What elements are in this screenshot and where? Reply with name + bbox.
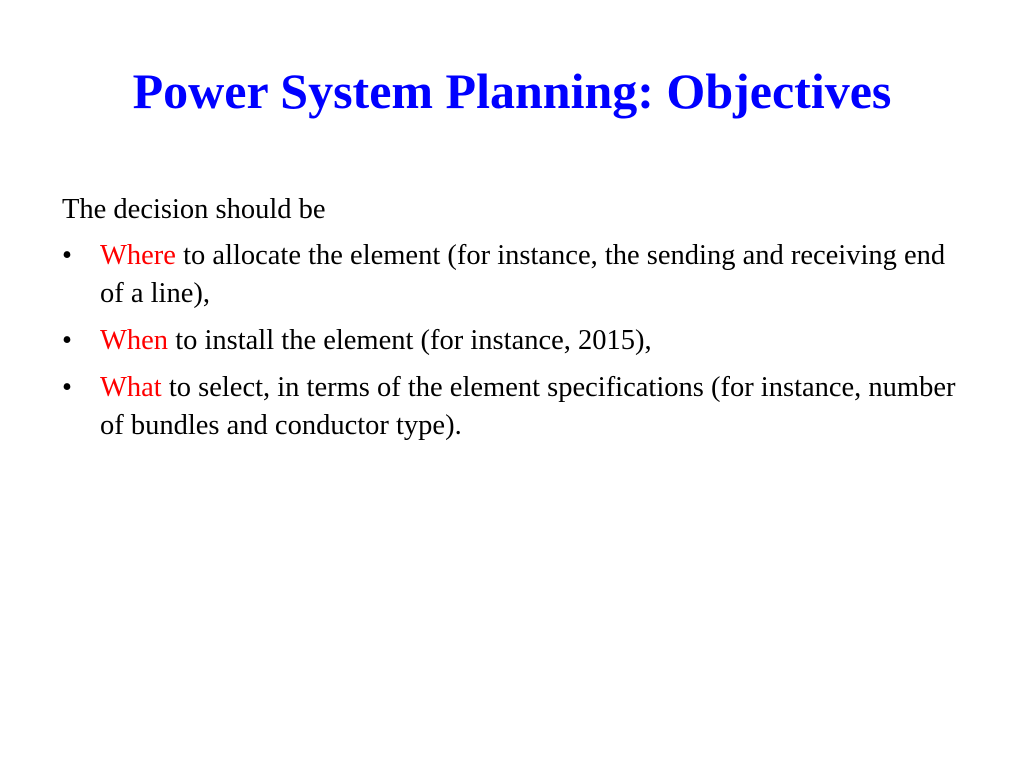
slide-title: Power System Planning: Objectives: [132, 63, 892, 119]
intro-text: The decision should be: [62, 194, 326, 225]
bullet-text: to install the element (for instance, 2015),: [168, 325, 652, 356]
bullet-icon: •: [62, 372, 72, 403]
bullet-icon: •: [62, 240, 72, 271]
bullet-keyword: Where: [100, 240, 176, 271]
bullet-text: to allocate the element (for instance, the sending and receiving end of a line),: [100, 240, 946, 309]
bullet-item-where: [62, 237, 962, 313]
bullet-item-what: [62, 369, 962, 445]
bullet-list: [62, 237, 962, 445]
slide-body: [62, 191, 962, 454]
bullet-icon: •: [62, 325, 72, 356]
bullet-text: to select, in terms of the element specifications (for instance, number of bundles and conductor type).: [100, 372, 956, 441]
bullet-keyword: What: [100, 372, 162, 403]
bullet-keyword: When: [100, 325, 169, 356]
bullet-item-when: [62, 322, 962, 360]
